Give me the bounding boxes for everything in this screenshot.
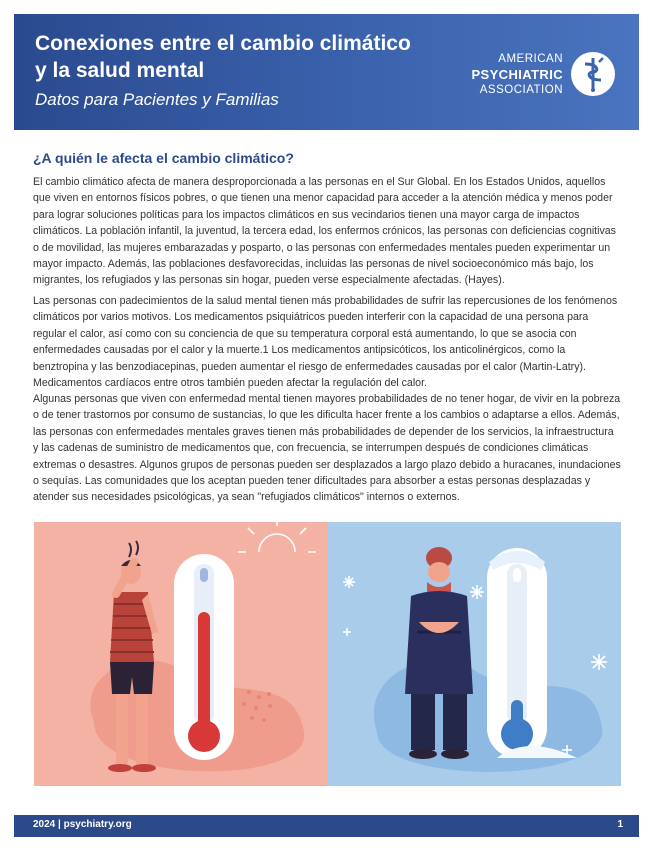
page-footer: [14, 815, 639, 837]
footer-site: 2024 | psychiatry.org: [33, 819, 132, 830]
logo-text: [423, 52, 563, 98]
logo-line-2: PSYCHIATRIC: [471, 67, 563, 82]
title-line-1: Conexiones entre el cambio climático: [35, 32, 411, 55]
apa-logo: [417, 50, 617, 100]
paragraph-1: El cambio climático afecta de manera desproporcionada a las personas en el Sur Global. En los Estados Unidos, aquellos que viven en entornos físicos pobres, o que tienen una menor capacidad para acceder a la atención médica y menos poder para lograr soluciones políticas para los impactos climáticos en sus vecindarios tienen una mayor carga de impactos climáticos. La población infantil, la juventud, la tercera edad, los enfermos crónicos, las personas con deficiencias cognitivas o de movilidad, las mujeres embarazadas y posparto, o las personas con enfermedades mentales pueden experimentar un mayor impacto. Además, las poblaciones desfavorecidas, incluidas las personas de nivel socioeconómico más bajo, los migrantes, los refugiados y las personas sin hogar, pueden verse especialmente afectadas. (Hayes).: [33, 176, 616, 287]
logo-line-3: ASSOCIATION: [479, 84, 563, 96]
hot-weather-illustration: [34, 522, 328, 786]
header-banner: [14, 14, 639, 130]
cold-weather-illustration: [327, 522, 621, 786]
apa-caduceus-icon: [569, 50, 617, 98]
page-number: 1: [617, 819, 623, 830]
logo-line-1: AMERICAN: [498, 53, 563, 65]
sun-icon: [238, 522, 316, 552]
page-subtitle: Datos para Pacientes y Familias: [35, 90, 279, 109]
hot-thermometer-icon: [174, 554, 234, 760]
title-line-2: y la salud mental: [35, 59, 205, 82]
paragraph-2: Las personas con padecimientos de la salud mental tienen más probabilidades de sufrir las repercusiones de los fenómenos climáticos por varios motivos. Los medicamentos psiquiátricos pueden interferir con la capacidad de una persona para regular el calor, así como con su conciencia de que su temperatura corporal está aumentando, lo que se asocia con enfermedades causadas por el calor y la muerte.1 Los medicamentos antipsicóticos, los anticolinérgicos, como la benztropina y las benzodiacepinas, pueden aumentar el riesgo de enfermedades causadas por el calor (Martin-Latry). Medicamentos cardíacos entre otros también pueden afectar la regulación del calor.: [33, 295, 618, 390]
section-heading: ¿A quién le afecta el cambio climático?: [33, 150, 294, 166]
page-title: [35, 30, 455, 84]
paragraph-3: Algunas personas que viven con enfermedad mental tienen mayores probabilidades de no tener hogar, de vivir en la pobreza o de tener trastornos por consumo de sustancias, lo que les dificulta hacer frente a los cambios o adaptarse a ellos. Además, las personas con enfermedades mentales graves tienen más probabilidades de depender de los servicios, la infraestructura y las cadenas de suministro de medicamentos que, con frecuencia, se interrumpen después de condiciones climáticas extremas o desastres. Algunos grupos de personas pueden ser desplazados a largo plazo debido a huracanes, inundaciones o sequías. Las comunidades que los aceptan pueden tener dificultades para absorber a estas personas desplazadas y atender sus necesidades psicológicas, ya sean "refugiados climáticos" internos o externos.: [33, 393, 621, 504]
